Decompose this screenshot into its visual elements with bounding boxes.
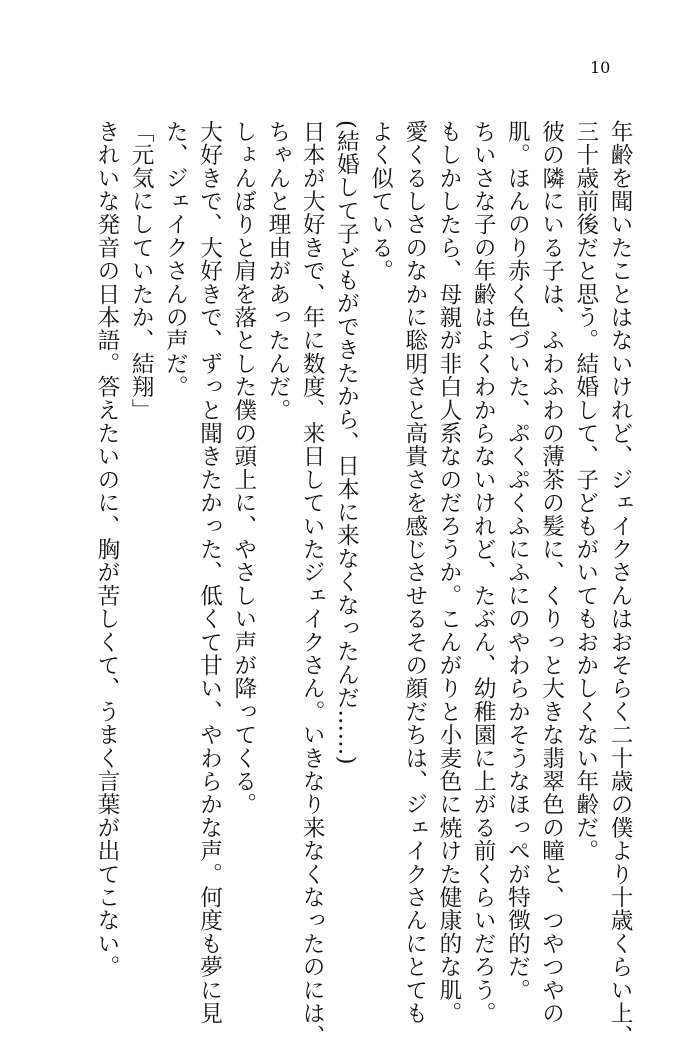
text-line: 愛くるしさのなかに聡明さと高貴さを感じさせるその顔だちは、ジェイクさんにとても (401, 120, 428, 1025)
text-line: きれいな発音の日本語。答えたいのに、胸が苦しくて、うまく言葉が出てこない。 (93, 120, 120, 979)
text-line: ちゃんと理由があったんだ。 (264, 120, 291, 422)
text-line: 大好きで、大好きで、ずっと聞きたかった、低くて甘い、やわらかな声。何度も夢に見 (196, 120, 223, 1025)
text-line: しょんぼりと肩を落とした僕の頭上に、やさしい声が降ってくる。 (230, 120, 257, 816)
text-line: (結婚して子どもができたから、日本に来なくなったんだ……) (333, 120, 360, 766)
text-line: もしかしたら、母親が非白人系なのだろうか。こんがりと小麦色に焼けた健康的な肌。 (435, 120, 462, 1025)
text-line: よく似ている。 (367, 120, 394, 283)
vertical-text-body (90, 120, 637, 1048)
text-line: 肌。ほんのり赤く色づいた、ぷくぷくふにふにのやわらかそうなほっぺが特徴的だ。 (504, 120, 531, 1002)
text-line: た、ジェイクさんの声だ。 (162, 120, 189, 399)
text-line: 三十歳前後だと思う。結婚して、子どもがいてもおかしくない年齢だ。 (572, 120, 599, 863)
text-line: ちいさな子の年齢はよくわからないけれど、たぶん、幼稚園に上がる前くらいだろう。 (470, 120, 497, 1025)
text-line: 日本が大好きで、年に数度、来日していたジェイクさん。いきなり来なくなったのには、 (299, 120, 326, 1048)
text-line: 「元気にしていたか、結翔」 (128, 120, 155, 422)
text-line: 年齢を聞いたことはないけれど、ジェイクさんはおそらく二十歳の僕より十歳くらい上、 (607, 120, 633, 1048)
page-number: 10 (590, 58, 611, 77)
text-line: 彼の隣にいる子は、ふわふわの薄茶の髪に、くりっと大きな翡翠色の瞳と、つやつやの (538, 120, 565, 1025)
